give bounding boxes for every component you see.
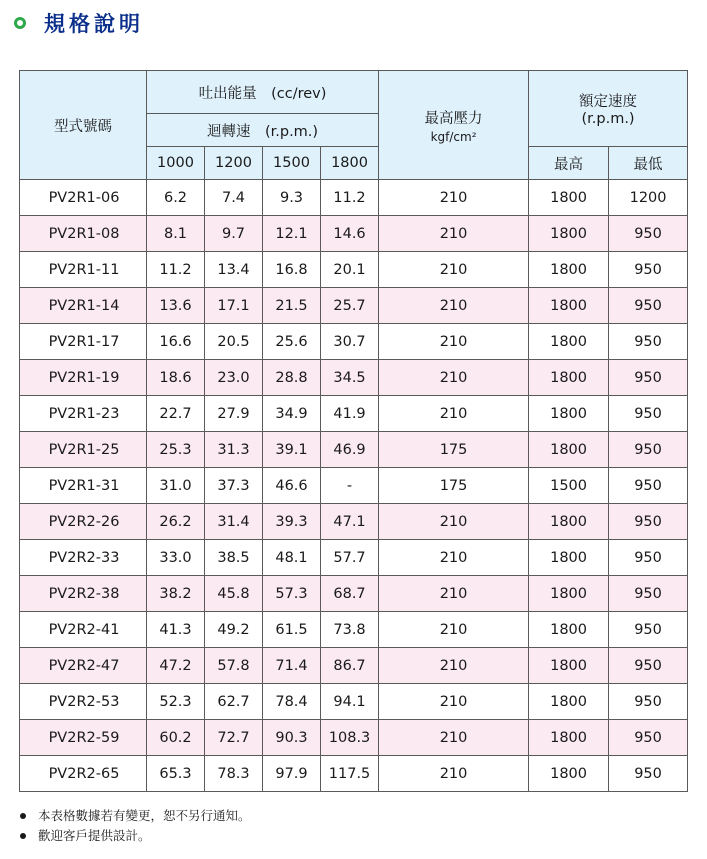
- footnote-text: 歡迎客戶提供設計。: [38, 828, 151, 843]
- cell-pressure: 210: [379, 288, 529, 324]
- cell-speed-max: 1800: [529, 684, 609, 720]
- cell-1800: 86.7: [321, 648, 379, 684]
- cell-speed-min: 950: [609, 288, 688, 324]
- cell-model: PV2R1-23: [20, 396, 147, 432]
- header-speed-max: 最高: [529, 147, 609, 180]
- table-row: [20, 684, 688, 720]
- table-row: [20, 324, 688, 360]
- cell-1800: 14.6: [321, 216, 379, 252]
- cell-1500: 46.6: [263, 468, 321, 504]
- cell-1500: 61.5: [263, 612, 321, 648]
- cell-speed-max: 1500: [529, 468, 609, 504]
- cell-1500: 90.3: [263, 720, 321, 756]
- cell-1800: 94.1: [321, 684, 379, 720]
- cell-1500: 57.3: [263, 576, 321, 612]
- cell-1500: 78.4: [263, 684, 321, 720]
- cell-1200: 13.4: [205, 252, 263, 288]
- cell-model: PV2R1-17: [20, 324, 147, 360]
- cell-1500: 9.3: [263, 180, 321, 216]
- cell-1800: 68.7: [321, 576, 379, 612]
- cell-model: PV2R2-47: [20, 648, 147, 684]
- header-max-pressure: [379, 71, 529, 180]
- cell-pressure: 210: [379, 648, 529, 684]
- cell-speed-max: 1800: [529, 324, 609, 360]
- cell-1000: 8.1: [147, 216, 205, 252]
- cell-1500: 39.1: [263, 432, 321, 468]
- cell-speed-min: 950: [609, 252, 688, 288]
- cell-1200: 31.3: [205, 432, 263, 468]
- table-row: [20, 756, 688, 792]
- cell-pressure: 210: [379, 612, 529, 648]
- cell-speed-min: 950: [609, 756, 688, 792]
- cell-1800: 34.5: [321, 360, 379, 396]
- cell-speed-min: 950: [609, 360, 688, 396]
- cell-1800: 46.9: [321, 432, 379, 468]
- cell-model: PV2R1-08: [20, 216, 147, 252]
- cell-pressure: 210: [379, 180, 529, 216]
- cell-speed-min: 950: [609, 324, 688, 360]
- table-row: [20, 288, 688, 324]
- cell-speed-max: 1800: [529, 216, 609, 252]
- cell-model: PV2R1-31: [20, 468, 147, 504]
- header-displacement: 吐出能量 (cc/rev): [147, 71, 379, 114]
- header-max-pressure-label: 最高壓力: [424, 110, 483, 127]
- cell-pressure: 210: [379, 756, 529, 792]
- cell-1000: 41.3: [147, 612, 205, 648]
- cell-1200: 23.0: [205, 360, 263, 396]
- cell-1000: 38.2: [147, 576, 205, 612]
- cell-1000: 13.6: [147, 288, 205, 324]
- cell-model: PV2R2-59: [20, 720, 147, 756]
- table-row: [20, 576, 688, 612]
- cell-speed-min: 950: [609, 612, 688, 648]
- cell-1000: 25.3: [147, 432, 205, 468]
- cell-1500: 97.9: [263, 756, 321, 792]
- cell-1800: 11.2: [321, 180, 379, 216]
- cell-speed-min: 950: [609, 576, 688, 612]
- cell-1200: 27.9: [205, 396, 263, 432]
- cell-1500: 25.6: [263, 324, 321, 360]
- header-rated-speed-unit: (r.p.m.): [581, 111, 635, 127]
- table-row: [20, 432, 688, 468]
- cell-1200: 62.7: [205, 684, 263, 720]
- cell-pressure: 175: [379, 468, 529, 504]
- cell-pressure: 210: [379, 540, 529, 576]
- cell-model: PV2R1-25: [20, 432, 147, 468]
- footnote-item: [20, 826, 251, 846]
- cell-speed-min: 950: [609, 684, 688, 720]
- cell-speed-max: 1800: [529, 612, 609, 648]
- header-rpm-1200: 1200: [205, 147, 263, 180]
- header-rotation-speed: 迴轉速 (r.p.m.): [147, 114, 379, 147]
- cell-pressure: 210: [379, 216, 529, 252]
- cell-model: PV2R2-41: [20, 612, 147, 648]
- cell-speed-min: 950: [609, 396, 688, 432]
- cell-1800: 57.7: [321, 540, 379, 576]
- cell-1000: 18.6: [147, 360, 205, 396]
- cell-1800: 30.7: [321, 324, 379, 360]
- cell-1000: 60.2: [147, 720, 205, 756]
- cell-1800: 25.7: [321, 288, 379, 324]
- cell-speed-min: 1200: [609, 180, 688, 216]
- cell-1200: 9.7: [205, 216, 263, 252]
- header-max-pressure-unit: kgf/cm²: [430, 129, 477, 144]
- cell-1200: 49.2: [205, 612, 263, 648]
- dot-bullet-icon: [20, 813, 26, 819]
- cell-model: PV2R2-53: [20, 684, 147, 720]
- table-row: [20, 180, 688, 216]
- cell-1500: 48.1: [263, 540, 321, 576]
- table-row: [20, 612, 688, 648]
- cell-speed-max: 1800: [529, 540, 609, 576]
- cell-1500: 34.9: [263, 396, 321, 432]
- spec-table: [19, 70, 688, 792]
- cell-1200: 37.3: [205, 468, 263, 504]
- header-speed-min: 最低: [609, 147, 688, 180]
- table-row: [20, 540, 688, 576]
- cell-1200: 20.5: [205, 324, 263, 360]
- circle-bullet-icon: [14, 17, 26, 29]
- cell-1200: 78.3: [205, 756, 263, 792]
- cell-1800: 20.1: [321, 252, 379, 288]
- dot-bullet-icon: [20, 833, 26, 839]
- table-row: [20, 720, 688, 756]
- cell-1500: 12.1: [263, 216, 321, 252]
- cell-pressure: 210: [379, 360, 529, 396]
- table-row: [20, 648, 688, 684]
- cell-1500: 16.8: [263, 252, 321, 288]
- cell-speed-max: 1800: [529, 648, 609, 684]
- header-rpm-1800: 1800: [321, 147, 379, 180]
- cell-model: PV2R2-65: [20, 756, 147, 792]
- cell-speed-max: 1800: [529, 576, 609, 612]
- cell-1000: 31.0: [147, 468, 205, 504]
- cell-1500: 71.4: [263, 648, 321, 684]
- cell-1200: 7.4: [205, 180, 263, 216]
- header-rated-speed-label: 額定速度: [579, 94, 638, 110]
- cell-1000: 11.2: [147, 252, 205, 288]
- cell-1200: 38.5: [205, 540, 263, 576]
- cell-speed-max: 1800: [529, 432, 609, 468]
- cell-model: PV2R2-26: [20, 504, 147, 540]
- cell-model: PV2R1-11: [20, 252, 147, 288]
- cell-speed-max: 1800: [529, 252, 609, 288]
- cell-1800: 41.9: [321, 396, 379, 432]
- cell-speed-max: 1800: [529, 756, 609, 792]
- table-row: [20, 396, 688, 432]
- table-row: [20, 504, 688, 540]
- footnotes: [20, 806, 251, 846]
- cell-1000: 6.2: [147, 180, 205, 216]
- table-row: [20, 360, 688, 396]
- footnote-text: 本表格數據若有變更，恕不另行通知。: [38, 808, 251, 823]
- cell-1800: 108.3: [321, 720, 379, 756]
- cell-speed-max: 1800: [529, 360, 609, 396]
- header-model: 型式號碼: [20, 71, 147, 180]
- cell-1200: 31.4: [205, 504, 263, 540]
- cell-pressure: 210: [379, 504, 529, 540]
- cell-1800: 47.1: [321, 504, 379, 540]
- cell-speed-min: 950: [609, 216, 688, 252]
- table-row: [20, 468, 688, 504]
- cell-speed-min: 950: [609, 432, 688, 468]
- cell-speed-min: 950: [609, 720, 688, 756]
- cell-speed-min: 950: [609, 648, 688, 684]
- footnote-item: [20, 806, 251, 826]
- cell-1000: 22.7: [147, 396, 205, 432]
- header-rpm-1000: 1000: [147, 147, 205, 180]
- cell-1500: 39.3: [263, 504, 321, 540]
- cell-1000: 65.3: [147, 756, 205, 792]
- header-rated-speed: [529, 71, 688, 147]
- cell-model: PV2R2-33: [20, 540, 147, 576]
- table-body: [20, 180, 688, 792]
- cell-speed-max: 1800: [529, 288, 609, 324]
- cell-1000: 33.0: [147, 540, 205, 576]
- cell-speed-max: 1800: [529, 180, 609, 216]
- cell-1800: 117.5: [321, 756, 379, 792]
- header-rpm-1500: 1500: [263, 147, 321, 180]
- cell-pressure: 175: [379, 432, 529, 468]
- cell-model: PV2R2-38: [20, 576, 147, 612]
- cell-speed-min: 950: [609, 468, 688, 504]
- cell-1000: 47.2: [147, 648, 205, 684]
- section-header: [14, 8, 144, 38]
- cell-speed-max: 1800: [529, 720, 609, 756]
- cell-speed-min: 950: [609, 504, 688, 540]
- table-row: [20, 216, 688, 252]
- cell-model: PV2R1-06: [20, 180, 147, 216]
- cell-1800: 73.8: [321, 612, 379, 648]
- cell-1000: 52.3: [147, 684, 205, 720]
- cell-pressure: 210: [379, 324, 529, 360]
- cell-pressure: 210: [379, 396, 529, 432]
- page-title: 規格說明: [44, 12, 144, 36]
- cell-1200: 57.8: [205, 648, 263, 684]
- cell-pressure: 210: [379, 684, 529, 720]
- cell-1200: 17.1: [205, 288, 263, 324]
- cell-1000: 26.2: [147, 504, 205, 540]
- cell-1200: 72.7: [205, 720, 263, 756]
- cell-pressure: 210: [379, 720, 529, 756]
- cell-model: PV2R1-14: [20, 288, 147, 324]
- cell-1500: 28.8: [263, 360, 321, 396]
- cell-speed-max: 1800: [529, 396, 609, 432]
- cell-speed-min: 950: [609, 540, 688, 576]
- cell-1800: -: [321, 468, 379, 504]
- cell-1200: 45.8: [205, 576, 263, 612]
- cell-pressure: 210: [379, 576, 529, 612]
- cell-pressure: 210: [379, 252, 529, 288]
- table-row: [20, 252, 688, 288]
- cell-model: PV2R1-19: [20, 360, 147, 396]
- cell-1000: 16.6: [147, 324, 205, 360]
- cell-speed-max: 1800: [529, 504, 609, 540]
- cell-1500: 21.5: [263, 288, 321, 324]
